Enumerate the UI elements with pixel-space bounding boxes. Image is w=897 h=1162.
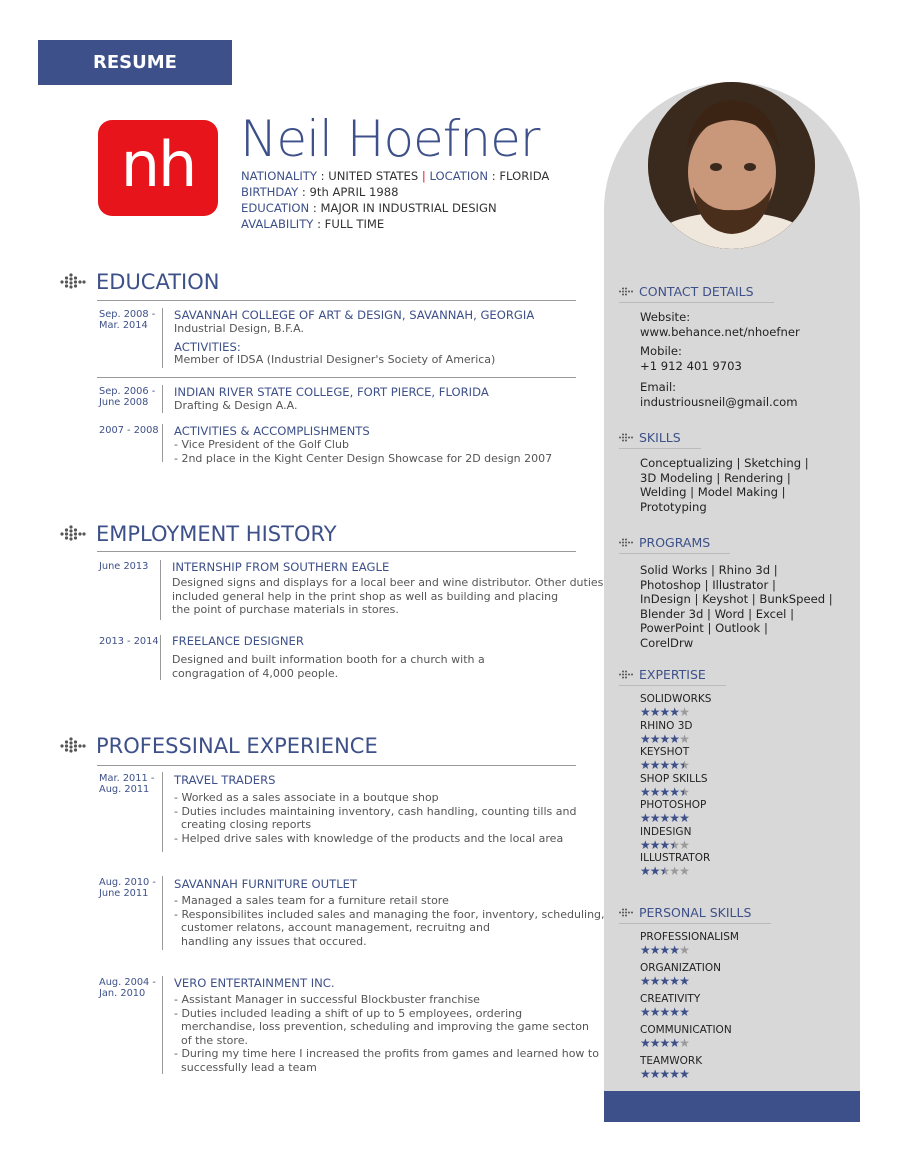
skills-list: Conceptualizing | Sketching | 3D Modeling | Rendering | Welding | Model Making | Prototyping [640, 456, 809, 514]
expertise-heading: EXPERTISE [619, 667, 706, 682]
experience-text: - Worked as a sales associate in a boutque shop - Duties includes maintaining inventory, cash handling, counting tills and creating closing reports - Helped drive sales with knowledge of the products and the local area [174, 791, 577, 845]
personal-skill-name: COMMUNICATION [640, 1024, 732, 1036]
employment-heading: EMPLOYMENT HISTORY [60, 522, 337, 546]
personal-skill-rating [640, 1006, 689, 1018]
expertise-name: PHOTOSHOP [640, 799, 707, 811]
education-rule [97, 377, 576, 378]
star-icon: ★ [649, 1067, 660, 1081]
star-icon: ★ [640, 758, 650, 772]
nationality-line: NATIONALITY : UNITED STATES | LOCATION : FLORIDA [241, 169, 550, 183]
star-icon: ★ [669, 811, 680, 825]
star-icon: ★ [679, 1005, 689, 1019]
star-icon: ★ [679, 758, 689, 772]
education-line: EDUCATION : MAJOR IN INDUSTRIAL DESIGN [241, 201, 497, 215]
star-icon: ★ [679, 1036, 689, 1050]
education-date: Sep. 2008 - Mar. 2014 [99, 309, 156, 331]
star-icon: ★ [659, 705, 670, 719]
expertise-name: RHINO 3D [640, 719, 693, 732]
star-icon: ★ [640, 1005, 650, 1019]
star-icon: ★ [649, 1005, 660, 1019]
star-icon: ★ [640, 731, 650, 746]
education-school: SAVANNAH COLLEGE OF ART & DESIGN, SAVANNAH, GEORGIA [174, 308, 535, 322]
star-icon: ★ [649, 837, 660, 852]
personal-skill-rating [640, 975, 689, 987]
personal-skills-heading: PERSONAL SKILLS [619, 905, 751, 920]
employment-date: 2013 - 2014 [99, 636, 159, 647]
profile-photo [648, 82, 815, 249]
star-icon: ★ [649, 811, 660, 825]
experience-text: - Managed a sales team for a furniture retail store - Responsibilites included sales and managing the foor, inventory, scheduling, customer relatons, account management, recruitng and handling any issues that occured. [174, 894, 605, 948]
employment-text: Designed signs and displays for a local beer and wine distributor. Other duties included general help in the print shop as well as building and placing the point of purchase materials in stores. [172, 576, 604, 616]
star-icon: ★ [640, 864, 650, 878]
expertise-rating [640, 706, 689, 718]
star-icon: ★ [679, 811, 689, 825]
sidebar-footer-bar [604, 1091, 860, 1122]
contact-mobile: Mobile: +1 912 401 9703 [640, 344, 742, 373]
availability-line: AVALABILITY : FULL TIME [241, 217, 385, 231]
star-icon: ★ [649, 784, 660, 799]
timeline-line [160, 560, 161, 620]
monogram-logo: nh [98, 120, 218, 216]
employment-rule [97, 551, 576, 552]
activities-title: ACTIVITIES & ACCOMPLISHMENTS [174, 424, 370, 438]
programs-list: Solid Works | Rhino 3d | Photoshop | Illustrator | InDesign | Keyshot | BunkSpeed | Blender 3d | Word | Excel | PowerPoint | Outlook | CorelDrw [640, 563, 833, 650]
experience-rule [97, 765, 576, 766]
star-icon: ★ [649, 758, 660, 772]
contact-heading: CONTACT DETAILS [619, 284, 754, 299]
star-icon: ★ [669, 731, 680, 746]
star-icon: ★ [679, 974, 689, 988]
star-icon: ★ [640, 837, 650, 852]
personal-skill-name: PROFESSIONALISM [640, 931, 739, 943]
activities-text: - Vice President of the Golf Club - 2nd place in the Kight Center Design Showcase for 2D design 2007 [174, 438, 553, 465]
birthday-line: BIRTHDAY : 9th APRIL 1988 [241, 185, 399, 199]
star-icon: ★ [669, 943, 680, 957]
dots-icon [619, 433, 633, 442]
star-icon: ★ [649, 974, 660, 988]
personal-info [241, 168, 549, 232]
personal-skill-rating [640, 944, 689, 956]
expertise-name: INDESIGN [640, 825, 692, 838]
experience-date: Aug. 2004 - Jan. 2010 [99, 977, 156, 999]
star-icon: ★ [669, 837, 680, 852]
star-icon: ★ [659, 1005, 670, 1019]
star-icon: ★ [649, 705, 660, 719]
education-date: 2007 - 2008 [99, 425, 159, 436]
experience-text: - Assistant Manager in successful Blockbuster franchise - Duties included leading a shift of up to 5 employees, ordering merchandise, loss prevention, scheduling and improving the game secton of the store. - During my time here I increased the profits from games and learned how to successfully lead a team [174, 993, 599, 1074]
star-icon: ★ [669, 864, 680, 878]
star-icon: ★ [640, 1036, 650, 1050]
star-icon: ★ [659, 837, 670, 852]
expertise-name: SOLIDWORKS [640, 693, 712, 705]
star-icon: ★ [679, 731, 689, 746]
candidate-name: Neil Hoefner [240, 110, 540, 168]
education-heading: EDUCATION [60, 270, 219, 294]
expertise-rating [640, 786, 689, 798]
experience-heading: PROFESSINAL EXPERIENCE [60, 734, 378, 758]
star-icon: ★ [659, 864, 670, 878]
experience-title: TRAVEL TRADERS [174, 773, 276, 787]
education-activities-title: ACTIVITIES: [174, 340, 241, 354]
education-activities-text: Member of IDSA (Industrial Designer's Society of America) [174, 353, 496, 366]
star-icon: ★ [659, 974, 670, 988]
star-icon: ★ [669, 1036, 680, 1050]
dots-icon [60, 737, 86, 755]
star-icon: ★ [649, 943, 660, 957]
star-icon: ★ [640, 1067, 650, 1081]
contact-email: Email: industriousneil@gmail.com [640, 380, 798, 409]
skills-heading: SKILLS [619, 430, 681, 445]
expertise-rating [640, 759, 689, 771]
star-icon: ★ [659, 1036, 670, 1050]
expertise-name: SHOP SKILLS [640, 772, 708, 785]
star-icon: ★ [640, 811, 650, 825]
experience-title: SAVANNAH FURNITURE OUTLET [174, 877, 358, 891]
star-icon: ★ [679, 705, 689, 719]
education-school: INDIAN RIVER STATE COLLEGE, FORT PIERCE, FLORIDA [174, 385, 489, 399]
star-icon: ★ [649, 864, 660, 878]
expertise-rating [640, 865, 689, 877]
dots-icon [619, 287, 633, 296]
personal-skill-name: CREATIVITY [640, 993, 701, 1005]
experience-date: Mar. 2011 - Aug. 2011 [99, 773, 155, 795]
star-icon: ★ [679, 1067, 689, 1081]
star-icon: ★ [640, 705, 650, 719]
dots-icon [60, 525, 86, 543]
education-date: Sep. 2006 - June 2008 [99, 386, 156, 408]
personal-skill-name: TEAMWORK [640, 1055, 703, 1067]
resume-tab: RESUME [38, 40, 232, 85]
star-icon: ★ [659, 943, 670, 957]
dots-icon [619, 670, 633, 679]
star-icon: ★ [669, 784, 680, 799]
star-icon: ★ [669, 758, 680, 772]
star-icon: ★ [659, 1067, 670, 1081]
education-degree: Industrial Design, B.F.A. [174, 322, 304, 335]
star-icon: ★ [679, 943, 689, 957]
employment-text: Designed and built information booth for a church with a congragation of 4,000 people. [172, 653, 485, 680]
star-icon: ★ [640, 974, 650, 988]
dots-icon [619, 908, 633, 917]
expertise-name: KEYSHOT [640, 746, 690, 758]
timeline-line [160, 635, 161, 680]
timeline-line [162, 424, 163, 462]
star-icon: ★ [669, 705, 680, 719]
star-icon: ★ [679, 864, 689, 878]
education-degree: Drafting & Design A.A. [174, 399, 298, 412]
dots-icon [619, 538, 633, 547]
experience-title: VERO ENTERTAINMENT INC. [174, 976, 335, 990]
employment-date: June 2013 [99, 561, 149, 572]
timeline-line [162, 976, 163, 1074]
personal-skill-name: ORGANIZATION [640, 962, 722, 974]
employment-title: INTERNSHIP FROM SOUTHERN EAGLE [172, 560, 390, 574]
star-icon: ★ [659, 758, 670, 772]
timeline-line [162, 385, 163, 413]
star-icon: ★ [679, 784, 689, 799]
dots-icon [60, 273, 86, 291]
education-rule [97, 300, 576, 301]
star-icon: ★ [649, 731, 660, 746]
star-icon: ★ [649, 1036, 660, 1050]
star-icon: ★ [659, 811, 670, 825]
star-icon: ★ [659, 731, 670, 746]
expertise-rating [640, 812, 689, 824]
star-icon: ★ [669, 1005, 680, 1019]
star-icon: ★ [669, 1067, 680, 1081]
personal-skill-rating [640, 1068, 689, 1080]
personal-skill-rating [640, 1037, 689, 1049]
star-icon: ★ [679, 837, 689, 852]
star-icon: ★ [659, 784, 670, 799]
star-icon: ★ [640, 784, 650, 799]
programs-heading: PROGRAMS [619, 535, 710, 550]
employment-title: FREELANCE DESIGNER [172, 634, 304, 648]
contact-website: Website: www.behance.net/nhoefner [640, 310, 800, 339]
timeline-line [162, 308, 163, 368]
star-icon: ★ [669, 974, 680, 988]
expertise-rating [640, 839, 689, 851]
timeline-line [162, 876, 163, 950]
timeline-line [162, 772, 163, 852]
expertise-rating [640, 733, 689, 745]
experience-date: Aug. 2010 - June 2011 [99, 877, 156, 899]
star-icon: ★ [640, 943, 650, 957]
expertise-name: ILLUSTRATOR [640, 852, 711, 864]
